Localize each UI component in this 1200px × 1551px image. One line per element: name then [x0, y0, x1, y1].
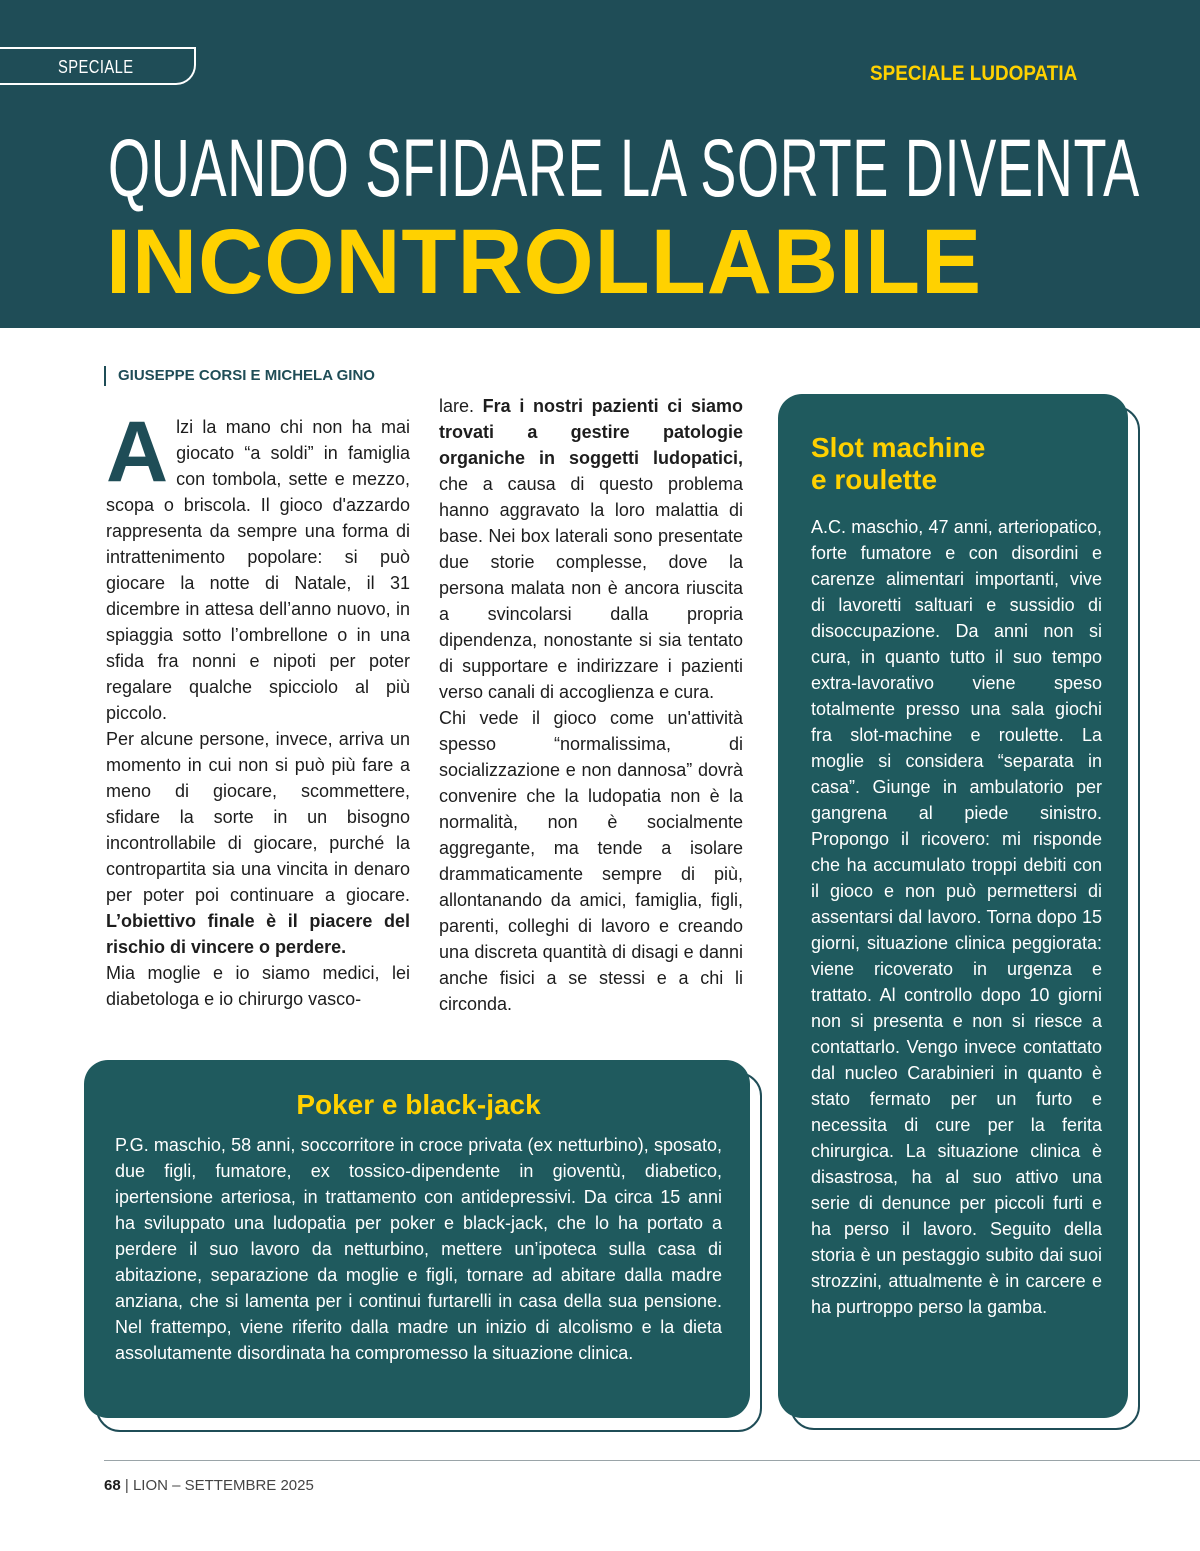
drop-cap: A: [106, 404, 169, 500]
byline: GIUSEPPE CORSI E MICHELA GINO: [104, 366, 375, 386]
paragraph-1-text: lzi la mano chi non ha mai giocato “a soldi” in famiglia con tombola, sette e mezzo, scopa o briscola. Il gioco d'azzardo rappresenta da sempre una forma di intrattenimento popolare: si può giocare la notte di Natale, il 31 dicembre in attesa dell’anno nuovo, in spiaggia sotto l’ombrellone o in una sfida fra nonni e nipoti per poter regalare qualche spicciolo al più piccolo.: [106, 417, 410, 723]
poker-box-body: P.G. maschio, 58 anni, soccorritore in croce privata (ex netturbino), sposato, due figli, fumatore, ex tossico-dipendente in gioventù, diabetico, ipertensione arteriosa, in trattamento con antidepressivi. Da circa 15 anni ha sviluppato una ludopatia per poker e black-jack, che lo ha portato a perdere il suo lavoro da netturbino, mettere un’ipoteca sulla casa di abitazione, separazione da moglie e figli, tornare ad abitare dalla madre anziana, che si lamenta per i continui furtarelli in casa della sua pensione. Nel frattempo, viene riferito dalla madre un inizio di alcolismo e la dieta assolutamente disordinata ha compromesso la situazione clinica.: [115, 1135, 722, 1363]
paragraph-3-bold: Fra i nostri pazienti ci siamo trovati a gestire patologie organiche in soggetti ludopatici,: [439, 396, 743, 468]
poker-box: [84, 1060, 750, 1418]
footer-separator: |: [124, 1477, 129, 1494]
publication-issue: LION – SETTEMBRE 2025: [132, 1477, 314, 1494]
article-column-2: [439, 393, 743, 1017]
headline-line-1: QUANDO SFIDARE LA SORTE DIVENTA: [108, 123, 1140, 214]
article-column-1: [106, 404, 410, 1012]
header-banner: [0, 0, 1200, 328]
slot-box-title-line-2: e roulette: [811, 464, 938, 495]
slot-box-body: A.C. maschio, 47 anni, arteriopatico, forte fumatore e con disordini e carenze alimentari importanti, vive di lavoretti saltuari e sussidio di disoccupazione. Da anni non si cura, in quanto tutto il suo tempo extra-lavorativo viene speso totalmente presso una sala giochi fra slot-machine e roulette. La moglie si considera “separata in casa”. Giunge in ambulatorio per gangrena al piede sinistro. Propongo il ricovero: mi risponde che ha accumulato troppi debiti con il gioco e non può permettersi di assentarsi dal lavoro. Torna dopo 15 giorni, situazione clinica peggiorata: viene ricoverato in urgenza e trattato. Al controllo dopo 10 giorni non si presenta e non si riesce a contattarlo. Vengo invece contattato dal nucleo Carabinieri in quanto è stato fermato per un furto e necessita di cure per la ferita chirurgica. La situazione clinica è disastrosa, ha al suo attivo una serie di denunce per piccoli furti e ha perso il lavoro. Seguito della storia è un pestaggio subito dai suoi strozzini, attualmente è in carcere e ha purtroppo perso la gamba.: [811, 517, 1102, 1317]
footer: [104, 1477, 314, 1494]
slot-box-title: [811, 432, 1104, 496]
article-paragraph-1: [106, 404, 410, 726]
paragraph-2-text: Per alcune persone, invece, arriva un momento in cui non si può più fare a meno di giocare, scommettere, sfidare la sorte in un bisogno incontrollabile di giocare, purché la contropartita sia una vincita in denaro per poter poi continuare a giocare.: [106, 729, 410, 905]
paragraph-2-bold: L’obiettivo finale è il piacere del rischio di vincere o perdere.: [106, 911, 410, 957]
section-tab: [0, 47, 196, 85]
article-paragraph-2: [106, 726, 410, 960]
article-paragraph-4: Chi vede il gioco come un'attività spesso “normalissima, di socializzazione e non dannosa” dovrà convenire che la ludopatia non è la normalità, non è socialmente aggregante, ma tende a isolare drammaticamente sempre di più, allontanando da amici, famiglia, figli, parenti, colleghi di lavoro e creando una discreta quantità di disagi e danni anche fisici a se stessi e a chi li circonda.: [439, 708, 743, 1014]
slot-box: [778, 394, 1128, 1418]
page-number: 68: [104, 1477, 121, 1494]
paragraph-3-rest: che a causa di questo problema hanno aggravato la loro malattia di base. Nei box laterali sono presentate due storie complesse, dove la persona malata non è ancora riuscita a svincolarsi dalla propria dipendenza, nonostante si sia tentato di supportare e indirizzare i pazienti verso canali di accoglienza e cura.: [439, 474, 743, 702]
article-paragraph-3-end: [439, 393, 743, 705]
footer-divider: [104, 1460, 1200, 1461]
paragraph-3-lead: lare.: [439, 396, 483, 416]
poker-box-title: Poker e black-jack: [296, 1089, 541, 1120]
section-tab-label: SPECIALE: [58, 57, 134, 77]
section-label: SPECIALE LUDOPATIA: [869, 62, 1077, 85]
headline-line-2: INCONTROLLABILE: [106, 211, 983, 313]
slot-box-title-line-1: Slot machine: [811, 432, 986, 463]
article-paragraph-3-start: Mia moglie e io siamo medici, lei diabetologa e io chirurgo vasco-: [106, 963, 410, 1009]
